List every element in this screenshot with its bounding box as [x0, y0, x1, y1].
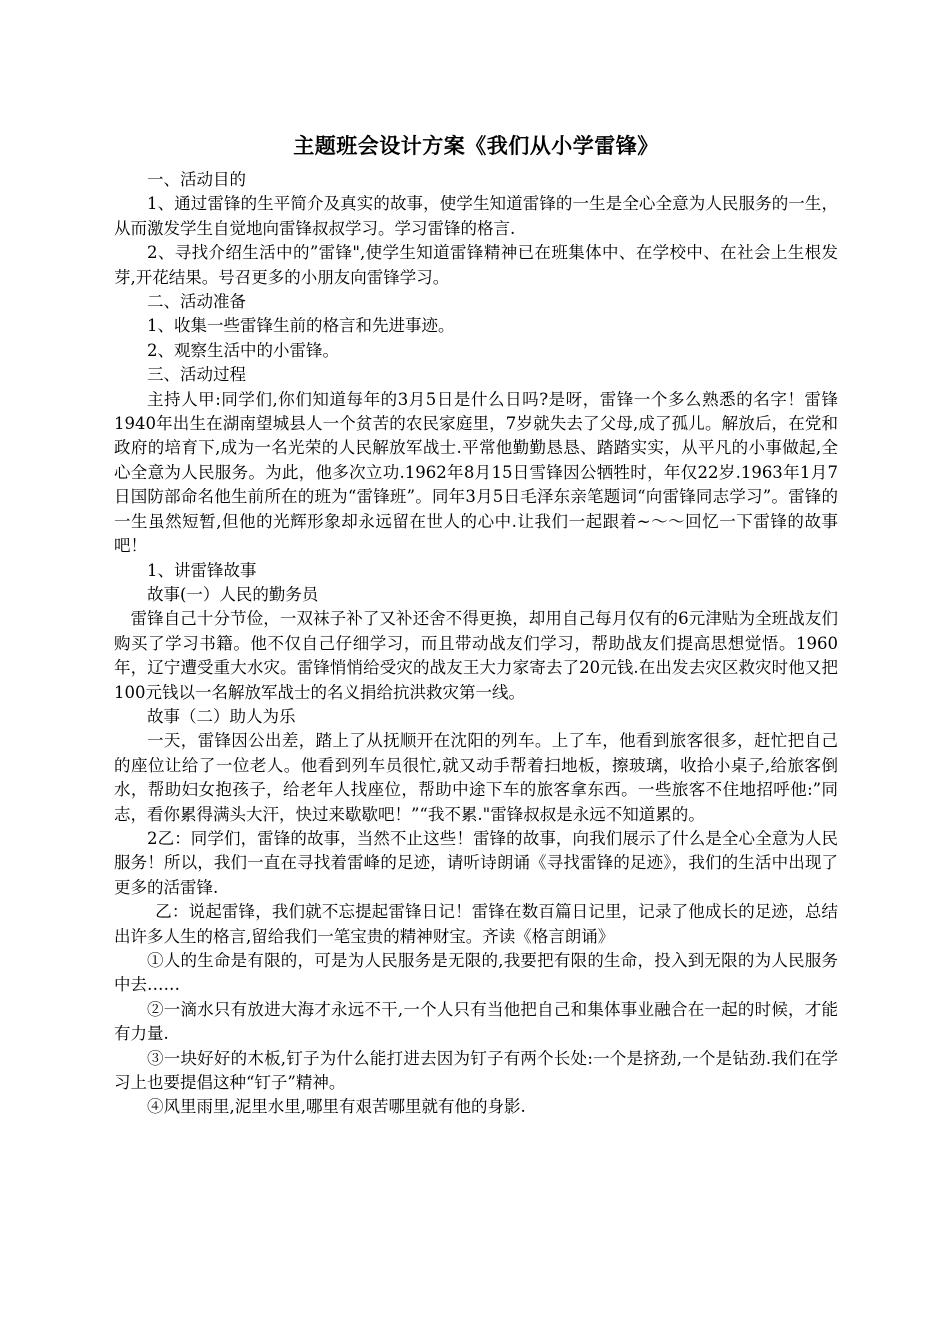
paragraph: 2、观察生活中的小雷锋。	[147, 340, 339, 360]
paragraph: 雷锋自己十分节俭，一双袜子补了又补还舍不得更换，却用自己每月仅有的6元津贴为全班战友们购买了学习书籍。他不仅自己仔细学习，而且带动战友们学习，帮助战友们提高思想觉悟。1960年，辽宁遭受重大水灾。雷锋悄悄给受灾的战友王大力家寄去了20元钱.在出发去灾区救灾时他又把100元钱以一名解放军战士的名义捐给抗洪救灾第一线。	[114, 609, 838, 702]
motto-item: ②一滴水只有放进大海才永远不干,一个人只有当他把自己和集体事业融合在一起的时候，才能有力量.	[114, 999, 838, 1044]
story-heading-2: 故事（二）助人为乐	[147, 706, 296, 726]
section-heading-process: 三、活动过程	[147, 365, 246, 385]
paragraph: 乙：说起雷锋，我们就不忘提起雷锋日记！雷锋在数百篇日记里，记录了他成长的足迹，总结出许多人生的格言,留给我们一笔宝贵的精神财宝。齐读《格言朗诵》	[114, 902, 838, 946]
paragraph: 2乙：同学们，雷锋的故事，当然不止这些！雷锋的故事，向我们展示了什么是全心全意为人民服务！所以，我们一直在寻找着雷峰的足迹，请听诗朗诵《寻找雷锋的足迹》，我们的生活中出现了更多的活雷锋.	[114, 828, 838, 897]
paragraph: 一天，雷锋因公出差，踏上了从抚顺开在沈阳的列车。上了车，他看到旅客很多，赶忙把自己的座位让给了一位老人。他看到列车员很忙,就又动手帮着扫地板，擦玻璃，收拾小桌子,给旅客倒水，帮助妇女抱孩子，给老年人找座位，帮助中途下车的旅客拿东西。一些旅客不住地招呼他:”同志，看你累得满头大汗，快过来歇歇吧！”“我不累."雷锋叔叔是永远不知道累的。	[114, 731, 838, 824]
paragraph: 1、通过雷锋的生平简介及真实的故事，使学生知道雷锋的一生是全心全意为人民服务的一生，从而激发学生自觉地向雷锋叔叔学习。学习雷锋的格言.	[114, 194, 838, 238]
section-heading-preparation: 二、活动准备	[147, 292, 246, 312]
paragraph: 1、收集一些雷锋生前的格言和先进事迹。	[147, 316, 455, 336]
document-title: 主题班会设计方案《我们从小学雷锋》	[293, 134, 659, 158]
paragraph: 2、寻找介绍生活中的”雷锋",使学生知道雷锋精神已在班集体中、在学校中、在社会上生根发芽,开花结果。号召更多的小朋友向雷锋学习。	[114, 243, 838, 287]
subheading-stories: 1、讲雷锋故事	[147, 560, 257, 580]
motto-item: ④风里雨里,泥里水里,哪里有艰苦哪里就有他的身影.	[147, 1097, 526, 1117]
motto-item: ①人的生命是有限的，可是为人民服务是无限的,我要把有限的生命，投入到无限的为人民服务中去……	[114, 951, 838, 995]
motto-item: ③一块好好的木板,钉子为什么能打进去因为钉子有两个长处:一个是挤劲,一个是钻劲.我们在学习上也要提倡这种“钉子”精神。	[114, 1048, 838, 1093]
section-heading-purpose: 一、活动目的	[147, 170, 246, 189]
paragraph: 主持人甲:同学们,你们知道每年的3月5日是什么日吗?是呀，雷锋一个多么熟悉的名字！雷锋1940年出生在湖南望城县人一个贫苦的农民家庭里，7岁就失去了父母,成了孤儿。解放后，在党和政府的培育下,成为一名光荣的人民解放军战士.平常他勤勤恳恳、踏踏实实，从平凡的小事做起,全心全意为人民服务。为此，他多次立功.1962年8月15日雪锋因公牺牲时，年仅22岁.1963年1月7日国防部命名他生前所在的班为“雷锋班”。同年3月5日毛泽东亲笔题词“向雷锋同志学习”。雷锋的一生虽然短暂,但他的光辉形象却永远留在世人的心中.让我们一起跟着~～～回忆一下雷锋的故事吧！	[114, 389, 838, 556]
story-heading-1: 故事(一）人民的勤务员	[147, 584, 319, 604]
document-page	[114, 130, 838, 1120]
